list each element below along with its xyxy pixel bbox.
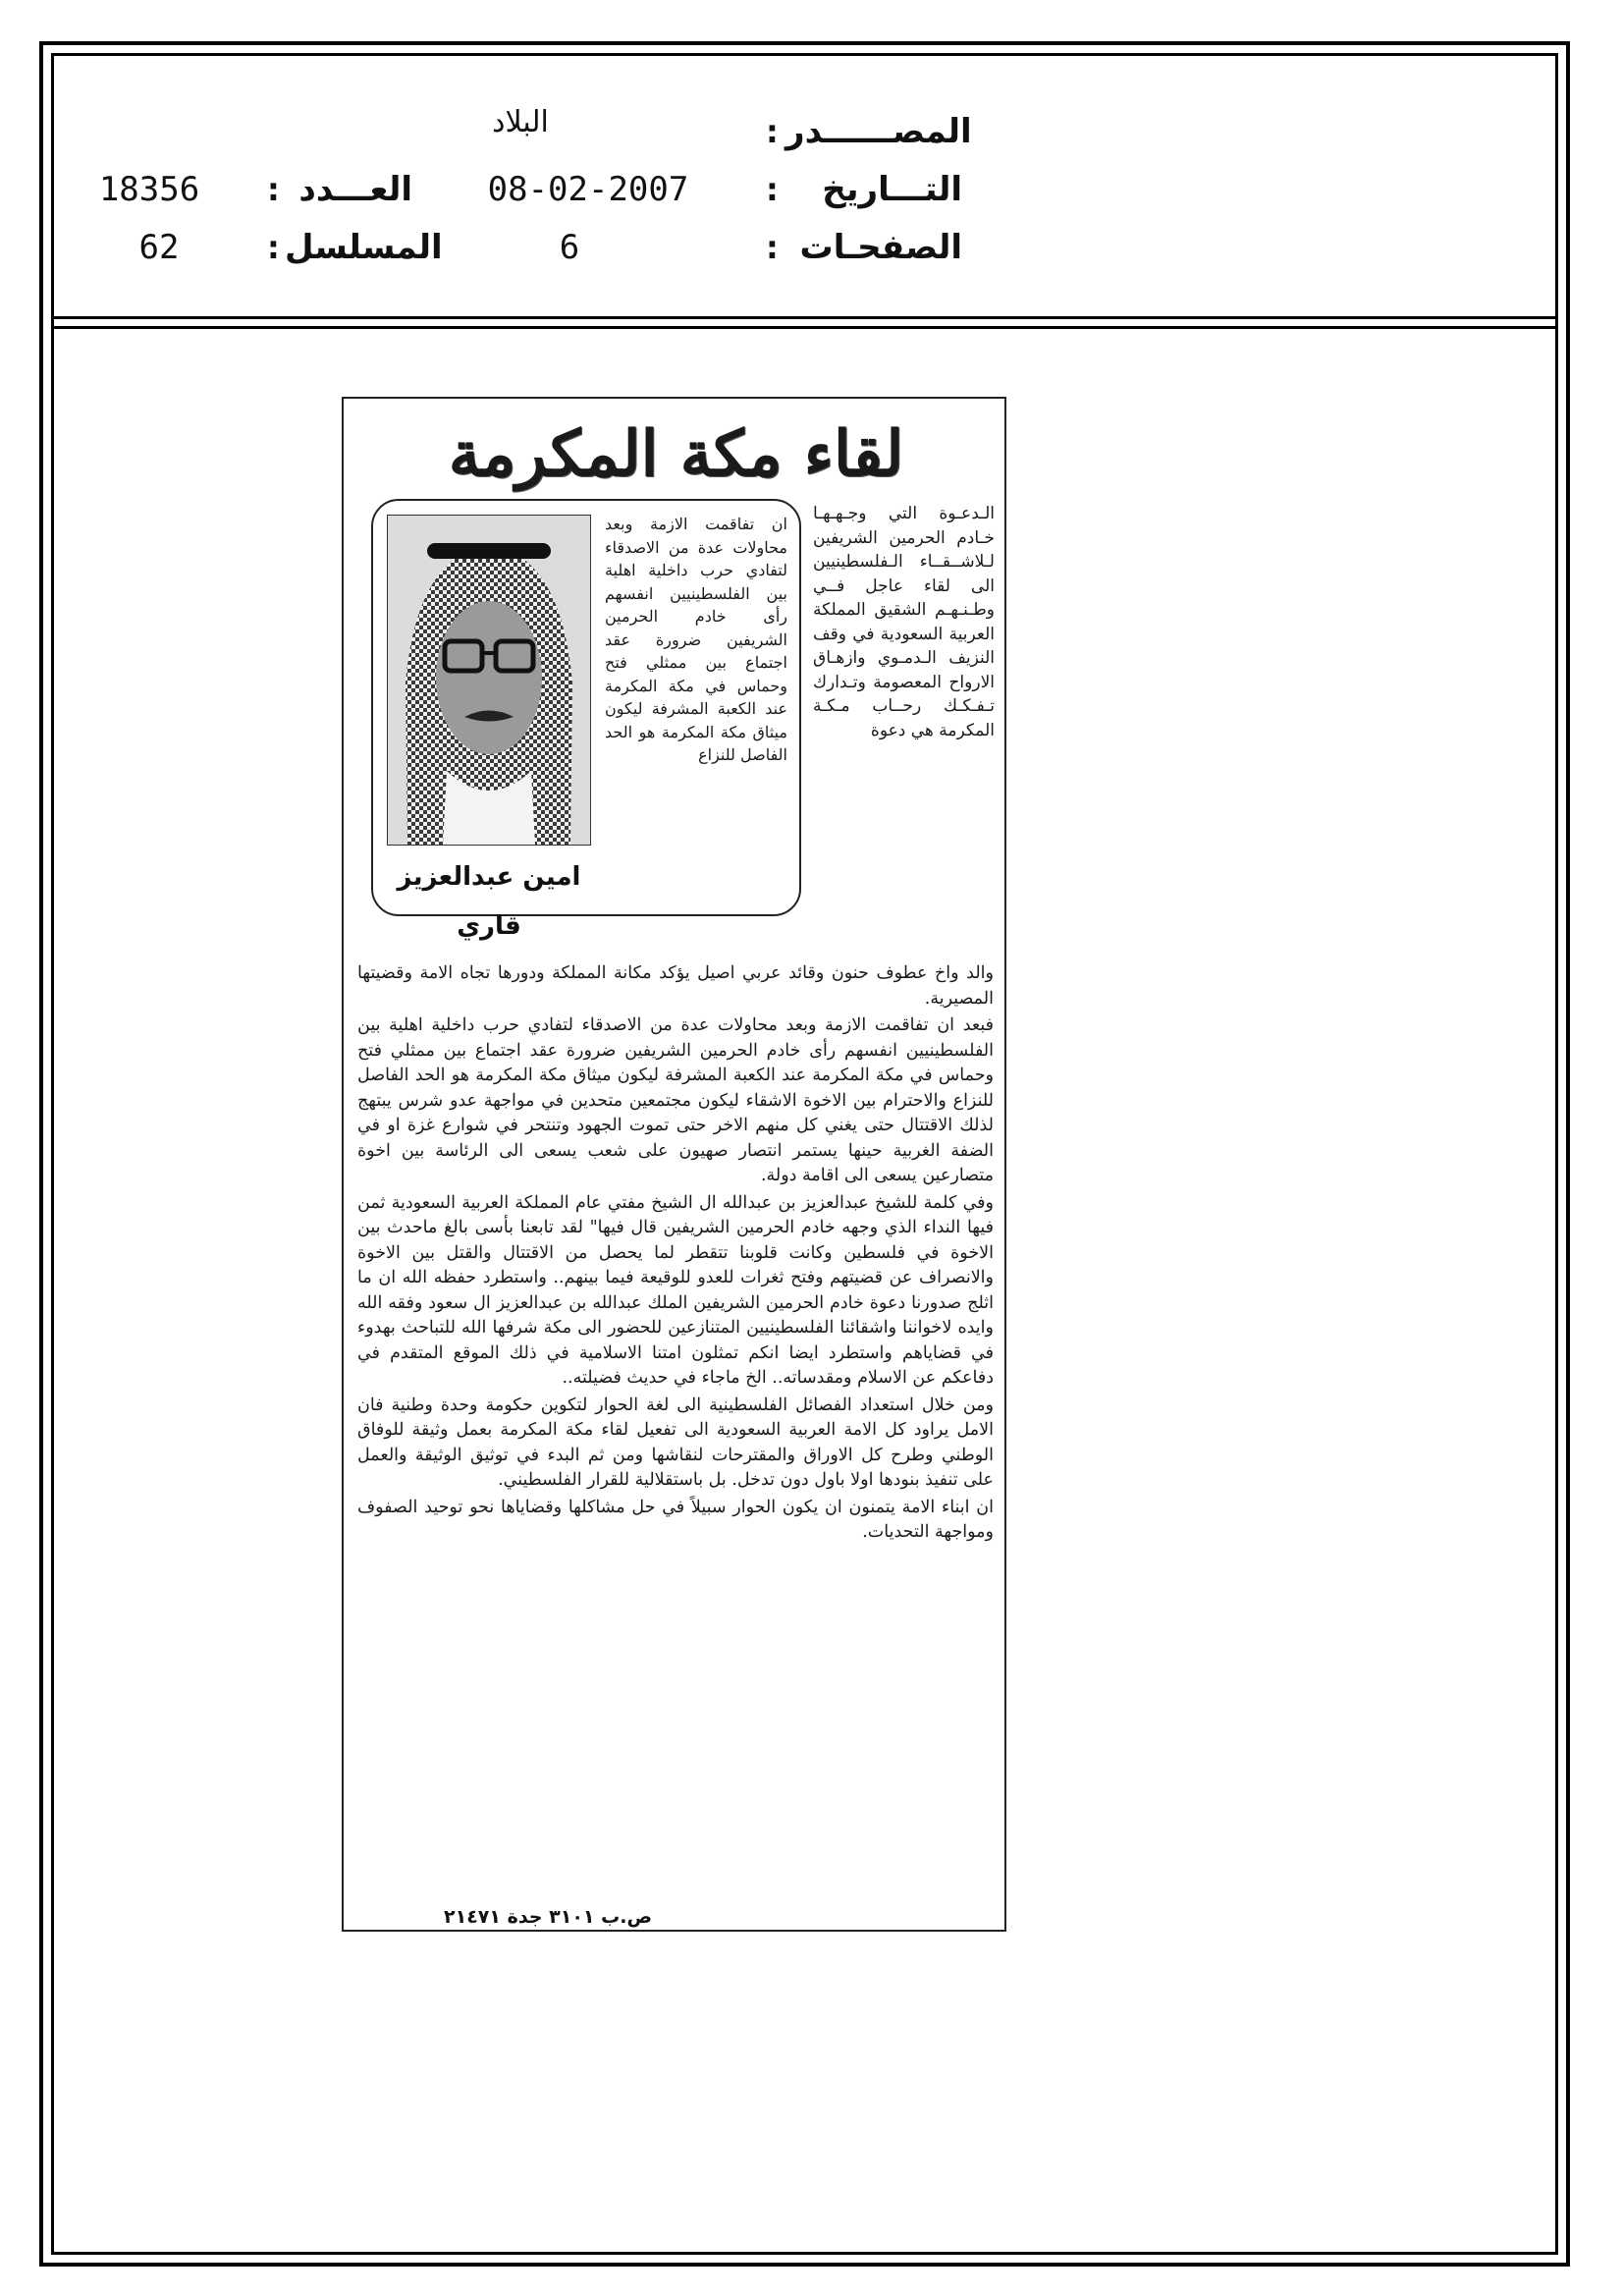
date-value: 08-02-2007 [487,170,689,209]
paragraph-2: فبعد ان تفاقمت الازمة وبعد محاولات عدة من الاصدقاء لتفادي حرب داخلية اهلية بين الفلسطينيين انفسهم رأى خادم الحرمين الشريفين ضرورة عقد اجتماع بين ممثلي فتح وحماس في مكة المكرمة عند الكعبة المشرفة ليكون ميثاق مكة المكرمة هو الحد الفاصل للنزاع والاحترام بين الاخوة الاشقاء ليكون مجتمعين متحدين في مواجهة عدو شرس يبتهج لذلك الاقتتال حتى يغني كل منهم الاخر حتى تموت الجهود وتنتحر في شوارع غزة او في الضفة الغربية حينها يستمر انتصار صهيون على شعب يسعى الى الرئاسة بين اخوة متصارعين يسعى الى اقامة دولة. [357,1015,994,1185]
source-colon: : [766,113,779,150]
intro-column: الـدعـوة التي وجـهـهـا خـادم الحرمين الشريفين لـلاشــقــاء الـفلسطينيين الى لقاء عاجل فــي وطـنـهـم الشقيق المملكة العربية السعودية في وقف النزيف الـدمـوي وازهـاق الارواح المعصومة وتـدارك تـفـكـك رحــاب مـكـة المكرمة هي دعوة [813,504,995,740]
date-colon: : [766,171,779,208]
article-body [357,961,994,1865]
author-name: امين عبدالعزيز قاري [397,862,581,941]
newspaper-clipping [342,397,1006,1932]
author-photo [387,515,591,846]
pages-row [776,218,962,277]
paragraph-1: والد واخ عطوف حنون وقائد عربي اصيل يؤكد مكانة المملكة ودورها تجاه الامة وقضيتها المصيرية. [357,963,994,1009]
inset-column: ان تفاقمت الازمة وبعد محاولات عدة من الاصدقاء لتفادي حرب داخلية اهلية بين الفلسطينيين انفسهم رأى خادم الحرمين الشريفين ضرورة عقد اجتماع بين ممثلي فتح وحماس في مكة المكرمة عند الكعبة المشرفة ليكون ميثاق مكة المكرمة هو الحد الفاصل للنزاع [605,515,787,764]
paragraph-5: ان ابناء الامة يتمنون ان يكون الحوار سبيلاً في حل مشاكلها وقضاياها نحو توحيد الصفوف ومواجهة التحديات. [357,1497,994,1542]
serial-value: 62 [138,228,180,267]
serial-colon: : [267,229,280,266]
portrait-photo-icon [388,516,590,845]
source-label: المصــــــدر [785,112,972,151]
date-row [776,160,962,219]
date-label: التـــاريخ [822,170,962,209]
source-value: البلاد [492,105,549,139]
serial-row [285,218,443,277]
serial-label: المسلسل [285,228,443,267]
author-inset-box [371,499,801,941]
header-divider [51,316,1558,319]
issue-label: العـــدد [298,170,412,209]
header-divider-second [51,326,1558,329]
issue-row [295,160,412,219]
paragraph-3: وفي كلمة للشيخ عبدالعزيز بن عبدالله ال الشيخ مفتي عام المملكة العربية السعودية ثمن فيها النداء الذي وجهه خادم الحرمين الشريفين قال فيها" لقد تابعنا بأسى بالغ ماحدث بين الاخوة في فلسطين وكانت قلوبنا تتقطر لما يحصل من الاقتتال والقتل بين الاخوة والانصراف عن قضيتهم وفتح ثغرات للعدو للوقيعة فيما بينهم.. واستطرد حفظه الله ان ما اثلج صدورنا دعوة خادم الحرمين الشريفين الملك عبدالله بن عبدالعزيز ال سعود وفقه الله وايده لاخواننا واشقائنا الفلسطينيين المتنازعين للحضور الى مكة شرفها الله للتباحث بهدوء في قضاياهم واستطرد ايضا انكم تمثلون امتنا الاسلامية في ذلك الموقع المتقدم في دفاعكم عن الاسلام ومقدساته.. الخ ماجاء في حديث فضيلته.. [357,1192,994,1388]
source-row [766,102,972,161]
issue-colon: : [267,171,280,208]
pages-label: الصفحـات [799,228,962,267]
pages-value: 6 [559,228,580,267]
article-headline: لقاء مكة المكرمة [448,417,904,491]
po-box-address: ص.ب ٣١٠١ جدة ٢١٤٧١ [444,1906,652,1928]
paragraph-4: ومن خلال استعداد الفصائل الفلسطينية الى لغة الحوار لتكوين حكومة وحدة وطنية فان الامل يراود كل الامة العربية السعودية الى تفعيل لقاء مكة المكرمة بعمل وثيقة للوفاق الوطني وطرح كل الاوراق والمقترحات لنقاشها ومن ثم البدء في توثيق الوثيقة والعمل على تنفيذ بنودها اولا باول دون تدخل. بل باستقلالية للقرار الفلسطيني. [357,1394,994,1490]
pages-colon: : [766,229,779,266]
issue-value: 18356 [98,170,200,209]
